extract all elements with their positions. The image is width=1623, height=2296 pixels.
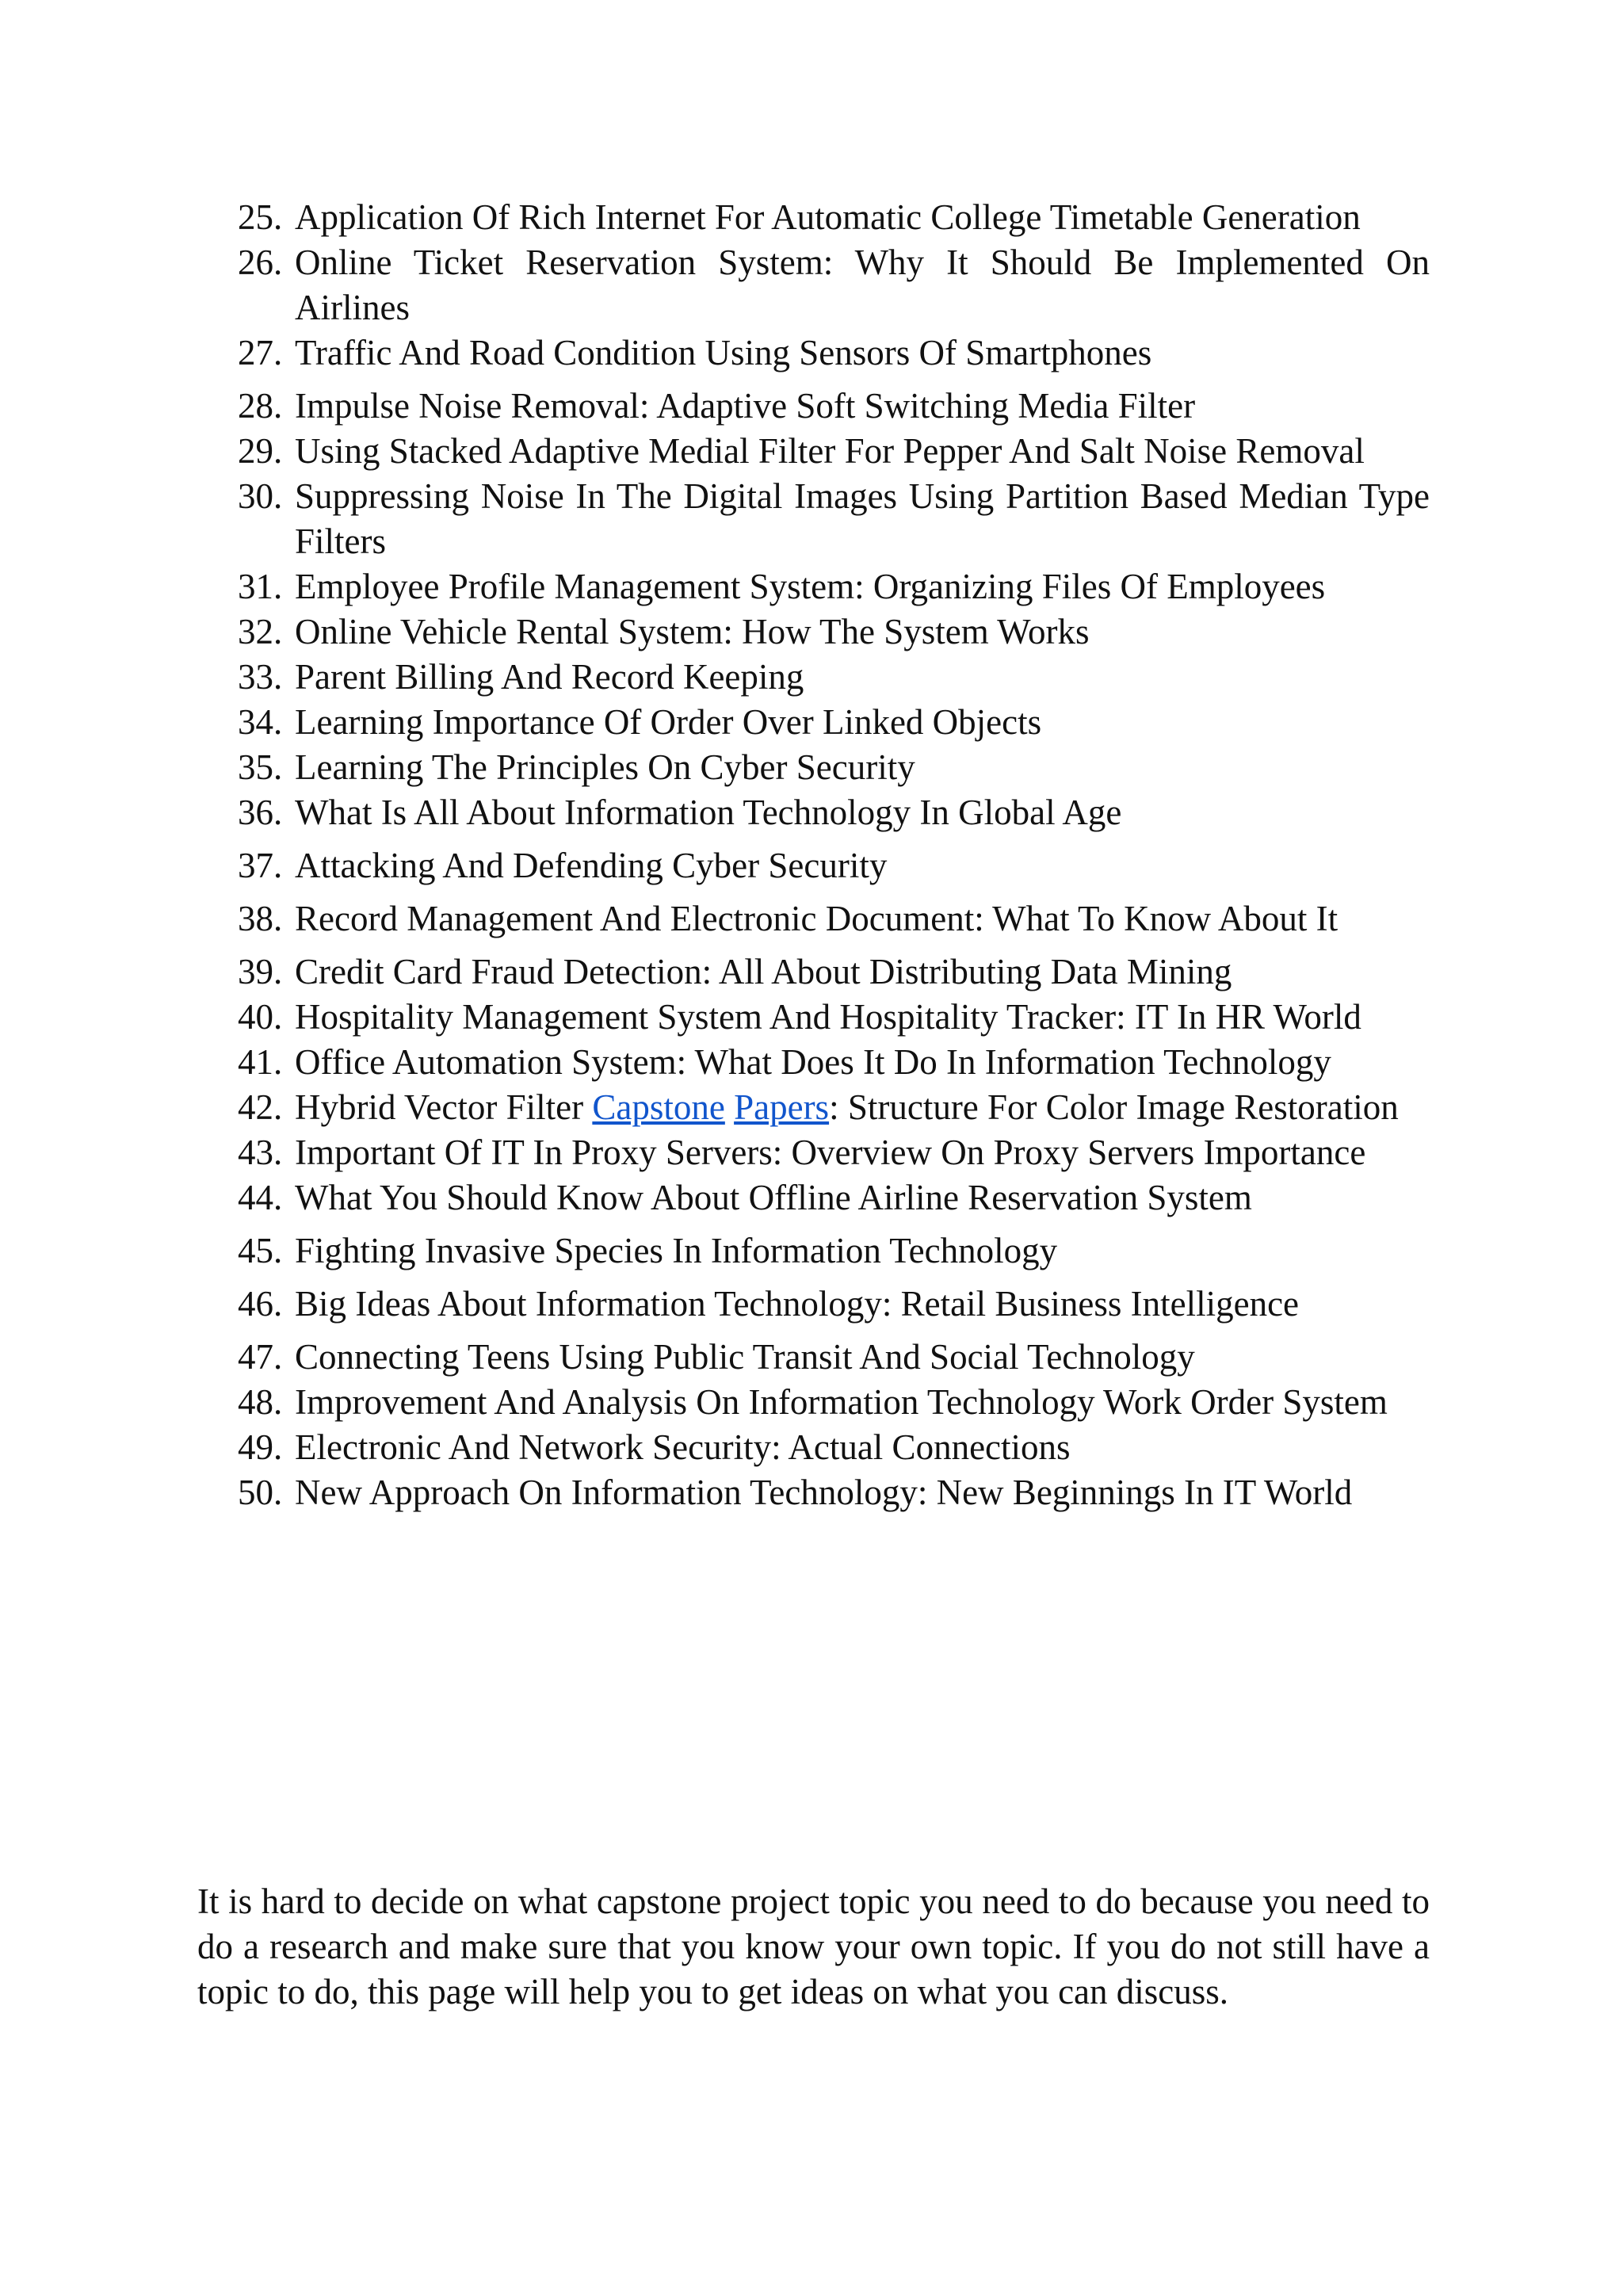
list-item bbox=[238, 1282, 1430, 1327]
list-item-text: Parent Billing And Record Keeping bbox=[295, 657, 804, 697]
list-item-text: Attacking And Defending Cyber Security bbox=[295, 846, 888, 885]
list-item bbox=[238, 1228, 1430, 1274]
list-item bbox=[238, 1175, 1430, 1221]
list-item bbox=[238, 843, 1430, 888]
list-item-number: 34. bbox=[238, 702, 283, 742]
list-item bbox=[238, 995, 1430, 1040]
list-item bbox=[238, 1040, 1430, 1085]
capstone-link[interactable]: Capstone bbox=[592, 1087, 725, 1127]
list-item-number: 47. bbox=[238, 1337, 283, 1377]
list-item bbox=[238, 330, 1430, 376]
papers-link[interactable]: Papers bbox=[734, 1087, 830, 1127]
list-item bbox=[238, 240, 1430, 330]
list-item-number: 36. bbox=[238, 793, 283, 832]
list-item bbox=[238, 1085, 1430, 1130]
list-item bbox=[238, 429, 1430, 474]
list-item bbox=[238, 745, 1430, 790]
list-item bbox=[238, 896, 1430, 942]
list-item-text: Application Of Rich Internet For Automatic College Timetable Generation bbox=[295, 197, 1361, 237]
list-item-text: Hospitality Management System And Hospitality Tracker: IT In HR World bbox=[295, 997, 1361, 1037]
list-item-text: Big Ideas About Information Technology: Retail Business Intelligence bbox=[295, 1284, 1300, 1324]
list-item-number: 30. bbox=[238, 476, 283, 516]
list-item bbox=[238, 700, 1430, 745]
list-item-number: 39. bbox=[238, 952, 283, 991]
list-item-text: Learning The Principles On Cyber Security bbox=[295, 747, 915, 787]
list-item bbox=[238, 1380, 1430, 1425]
list-item-number: 31. bbox=[238, 567, 283, 606]
list-item bbox=[238, 1425, 1430, 1470]
list-item-number: 49. bbox=[238, 1427, 283, 1467]
list-item-number: 45. bbox=[238, 1231, 283, 1270]
list-item-text: New Approach On Information Technology: New Beginnings In IT World bbox=[295, 1473, 1353, 1512]
list-item-text: Using Stacked Adaptive Medial Filter For Pepper And Salt Noise Removal bbox=[295, 431, 1365, 471]
list-item-number: 28. bbox=[238, 386, 283, 426]
list-item bbox=[238, 1335, 1430, 1380]
list-item-number: 44. bbox=[238, 1178, 283, 1217]
topic-list bbox=[238, 195, 1430, 1515]
list-item-number: 38. bbox=[238, 899, 283, 938]
list-item-number: 42. bbox=[238, 1087, 283, 1127]
list-item-text bbox=[295, 1085, 1430, 1130]
list-item-number: 25. bbox=[238, 197, 283, 237]
list-item-number: 48. bbox=[238, 1382, 283, 1422]
list-item-text: Suppressing Noise In The Digital Images Using Partition Based Median Type Filters bbox=[295, 476, 1430, 561]
list-item-text: Learning Importance Of Order Over Linked Objects bbox=[295, 702, 1042, 742]
list-item-text: Electronic And Network Security: Actual Connections bbox=[295, 1427, 1071, 1467]
list-item bbox=[238, 1470, 1430, 1515]
list-item bbox=[238, 609, 1430, 655]
list-item bbox=[238, 949, 1430, 995]
list-item-number: 35. bbox=[238, 747, 283, 787]
list-item-text: Traffic And Road Condition Using Sensors Of Smartphones bbox=[295, 333, 1152, 372]
list-item-text: Connecting Teens Using Public Transit And Social Technology bbox=[295, 1337, 1195, 1377]
list-item-text: Important Of IT In Proxy Servers: Overview On Proxy Servers Importance bbox=[295, 1133, 1366, 1172]
list-item bbox=[238, 790, 1430, 835]
list-item-number: 50. bbox=[238, 1473, 283, 1512]
list-item bbox=[238, 384, 1430, 429]
list-item-text: Office Automation System: What Does It Do In Information Technology bbox=[295, 1042, 1331, 1082]
list-item-text-before: Hybrid Vector Filter bbox=[295, 1087, 593, 1127]
list-item-text: Improvement And Analysis On Information Technology Work Order System bbox=[295, 1382, 1388, 1422]
list-item-number: 37. bbox=[238, 846, 283, 885]
list-item-text-mid bbox=[725, 1087, 734, 1127]
list-item-text: What Is All About Information Technology In Global Age bbox=[295, 793, 1122, 832]
list-item bbox=[238, 564, 1430, 609]
list-item-number: 29. bbox=[238, 431, 283, 471]
list-item bbox=[238, 195, 1430, 240]
list-item-number: 27. bbox=[238, 333, 283, 372]
list-item-text: Credit Card Fraud Detection: All About Distributing Data Mining bbox=[295, 952, 1232, 991]
list-item bbox=[238, 1130, 1430, 1175]
closing-paragraph: It is hard to decide on what capstone project topic you need to do because you need to do a research and make sure that you know your own topic. If you do not still have a topic to do, this page will help you to get ideas on what you can discuss. bbox=[197, 1881, 1430, 2011]
list-item-text: Online Vehicle Rental System: How The System Works bbox=[295, 612, 1090, 651]
list-item-text: Impulse Noise Removal: Adaptive Soft Switching Media Filter bbox=[295, 386, 1196, 426]
list-item-number: 43. bbox=[238, 1133, 283, 1172]
list-item-number: 26. bbox=[238, 243, 283, 282]
list-item-number: 40. bbox=[238, 997, 283, 1037]
list-item-text: Record Management And Electronic Document: What To Know About It bbox=[295, 899, 1338, 938]
list-item-text: Employee Profile Management System: Organizing Files Of Employees bbox=[295, 567, 1326, 606]
list-item-number: 32. bbox=[238, 612, 283, 651]
list-item bbox=[238, 655, 1430, 700]
list-item-text-after: : Structure For Color Image Restoration bbox=[829, 1087, 1399, 1127]
list-item-number: 46. bbox=[238, 1284, 283, 1324]
list-item-number: 41. bbox=[238, 1042, 283, 1082]
list-item-number: 33. bbox=[238, 657, 283, 697]
list-item-text: Fighting Invasive Species In Information Technology bbox=[295, 1231, 1058, 1270]
list-item-text: What You Should Know About Offline Airline Reservation System bbox=[295, 1178, 1252, 1217]
list-item-text: Online Ticket Reservation System: Why It Should Be Implemented On Airlines bbox=[295, 243, 1430, 327]
list-item bbox=[238, 474, 1430, 564]
